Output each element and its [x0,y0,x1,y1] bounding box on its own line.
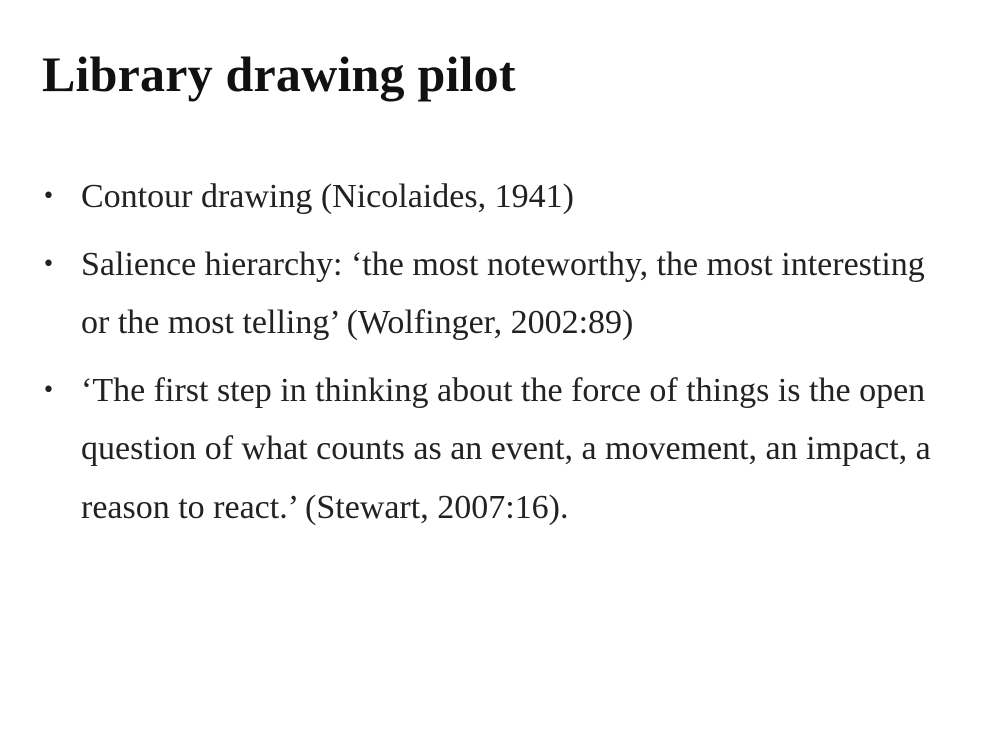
bullet-item-stewart-quote [42,362,942,538]
bullet-text: ‘The first step in thinking about the force of things is the open question of what counts as an event, a movement, an impact, a reason to react.’ (Stewart, 2007:16). [81,371,931,526]
slide-title: Library drawing pilot [42,46,516,102]
bullet-item-salience-hierarchy [42,236,942,353]
bullet-text: Salience hierarchy: ‘the most noteworthy, the most interesting or the most telling’ (Wolfinger, 2002:89) [81,245,925,341]
bullet-list [42,168,942,546]
bullet-dot-icon: • [42,377,55,403]
bullet-dot-icon: • [42,251,55,277]
bullet-text: Contour drawing (Nicolaides, 1941) [81,178,574,215]
bullet-item-contour-drawing [42,168,942,227]
bullet-dot-icon: • [42,184,55,209]
